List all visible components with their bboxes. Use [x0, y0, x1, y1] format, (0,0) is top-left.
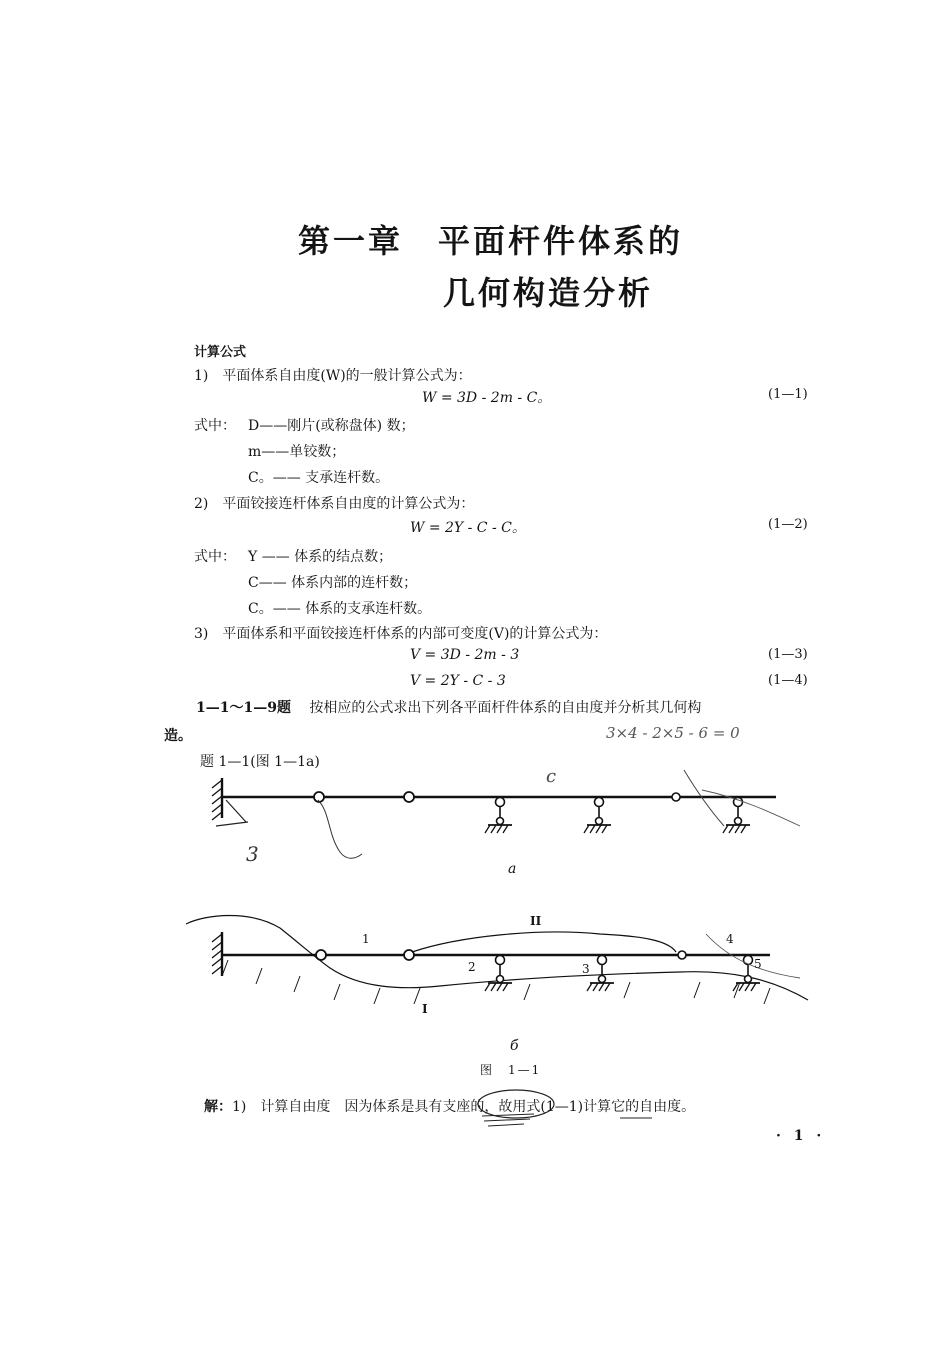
page-number: · 1 · — [776, 1128, 826, 1144]
where1-b: m——单铰数； — [248, 444, 346, 460]
node-label-1: 1 — [362, 932, 370, 946]
solution-text: 1) 计算自由度 因为体系是具有支座的，故用式(1—1)计算它的自由度。 — [232, 1099, 696, 1115]
handwritten-note-right: 3×4 - 2×5 - 6 = 0 — [606, 724, 740, 742]
handwritten-note-3: 3 — [246, 842, 259, 866]
hinge-b2 — [404, 950, 414, 960]
figure-b-structure — [186, 916, 808, 1005]
problem-sub-label: 题 1—1(图 1—1a) — [200, 754, 320, 770]
equation-1-number: (1—1) — [768, 387, 808, 402]
solution-label: 解： — [204, 1099, 232, 1115]
hinge-a2 — [404, 792, 414, 802]
figure-caption: 图 1—1 — [480, 1063, 542, 1077]
chapter-title-line2: 几何构造分析 — [443, 274, 654, 312]
equation-4-number: (1—4) — [768, 673, 808, 688]
node-label-4: 4 — [726, 932, 734, 946]
equation-3-number: (1—3) — [768, 647, 808, 662]
equation-2-number: (1—2) — [768, 517, 808, 532]
where1-a: D——刚片(或称盘体) 数； — [248, 418, 415, 434]
section-heading: 计算公式 — [194, 345, 247, 360]
equation-2: W = 2Y - C - C。 — [410, 520, 526, 536]
equation-1: W = 3D - 2m - C。 — [422, 390, 552, 406]
where2-a: Y —— 体系的结点数； — [248, 549, 393, 565]
handwritten-note-c: c — [546, 766, 557, 787]
node-label-3: 3 — [582, 962, 590, 976]
equation-4: V = 2Y - C - 3 — [410, 673, 506, 689]
problem-label: 1—1～1—9题 — [196, 700, 291, 716]
solution-line — [204, 1096, 695, 1116]
body-label-II: II — [530, 914, 542, 928]
hinge-a3 — [672, 793, 680, 801]
figure-a-structure — [212, 770, 800, 858]
problem-text-line1: 按相应的公式求出下列各平面杆件体系的自由度并分析其几何构 — [309, 700, 702, 716]
item3-text: 3) 平面体系和平面铰接连杆体系的内部可变度(V)的计算公式为： — [194, 626, 608, 642]
node-label-2: 2 — [468, 960, 476, 974]
figure-label-b: б — [510, 1038, 519, 1054]
where1-prefix: 式中： — [194, 418, 236, 434]
item2-text: 2) 平面铰接连杆体系自由度的计算公式为： — [194, 496, 475, 512]
chapter-title-line1: 第一章 平面杆件体系的 — [298, 222, 684, 260]
body-label-I: I — [422, 1002, 428, 1016]
problem-text-line2: 造。 — [164, 728, 192, 744]
where2-c: C。—— 体系的支承连杆数。 — [248, 601, 432, 617]
where2-b: C—— 体系内部的连杆数； — [248, 575, 418, 591]
item1-text: 1) 平面体系自由度(W)的一般计算公式为： — [194, 368, 472, 384]
where2-prefix: 式中： — [194, 549, 236, 565]
where1-c: C。—— 支承连杆数。 — [248, 470, 390, 486]
hinge-b1 — [316, 950, 326, 960]
figure-label-a: a — [508, 861, 517, 877]
hinge-b3 — [678, 951, 686, 959]
equation-3: V = 3D - 2m - 3 — [410, 647, 520, 663]
node-label-5: 5 — [754, 957, 762, 971]
body-II-outline — [412, 932, 676, 952]
